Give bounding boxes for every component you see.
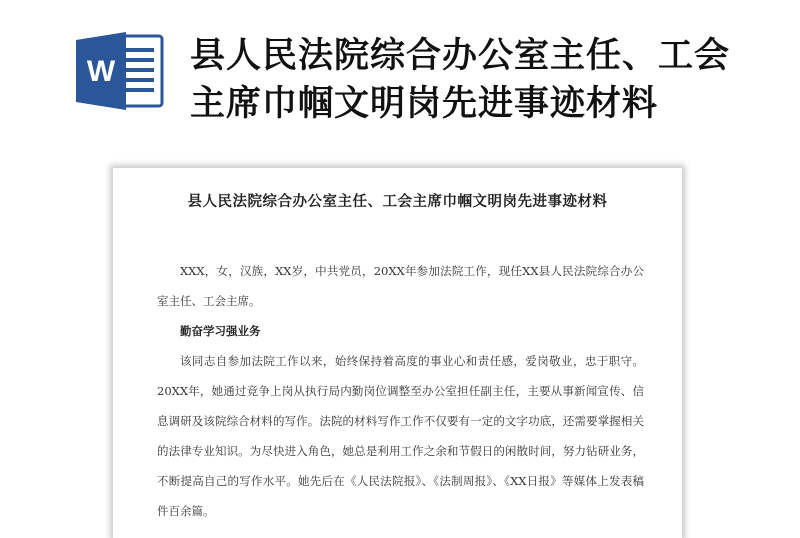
word-document-icon <box>74 30 166 112</box>
header-banner <box>0 0 800 140</box>
document-page <box>113 168 682 538</box>
document-title: 县人民法院综合办公室主任、工会主席巾帼文明岗先进事迹材料 <box>187 193 608 210</box>
section-paragraph: 该同志自参加法院工作以来，始终保持着高度的事业心和责任感，爱岗敬业，忠于职守。20XX年，她通过竞争上岗从执行局内勤岗位调整至办公室担任副主任，主要从事新闻宣传、信息调研及该院综合材料的写作。法院的材料写作工作不仅要有一定的文字功底，还需要掌握相关的法律专业知识。为尽快进入角色，她总是利用工作之余和节假日的闲散时间，努力钻研业务，不断提高自己的写作水平。她先后在《人民法院报》、《法制周报》、《XX日报》等媒体上发表稿件百余篇。 <box>157 354 644 518</box>
banner-title: 县人民法院综合办公室主任、工会主席巾帼文明岗先进事迹材料 <box>190 36 731 124</box>
section-heading: 勤奋学习强业务 <box>180 324 261 338</box>
word-icon-letter: W <box>86 55 116 88</box>
document-body <box>157 256 644 526</box>
intro-paragraph: XXX，女，汉族，XX岁，中共党员，20XX年参加法院工作，现任XX县人民法院综合办公室主任、工会主席。 <box>157 264 644 308</box>
